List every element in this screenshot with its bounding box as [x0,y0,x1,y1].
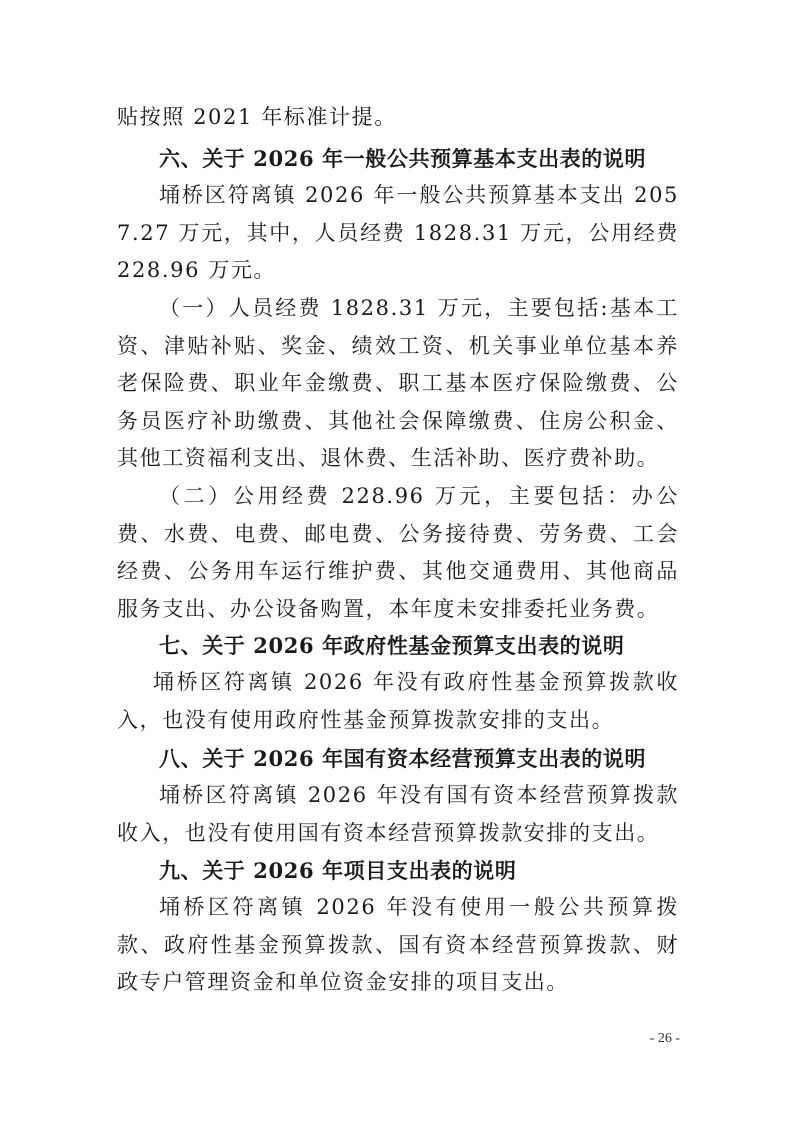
section-9-paragraph-1: 埇桥区符离镇 2026 年没有使用一般公共预算拨款、政府性基金预算拨款、国有资本经营预算拨款、财政专户管理资金和单位资金安排的项目支出。 [117,895,679,994]
section-heading-9: 九、关于 2026 年项目支出表的说明 [159,858,517,883]
section-heading-8: 八、关于 2026 年国有资本经营预算支出表的说明 [159,746,647,771]
page-number: - 26 - [649,1031,680,1046]
section-heading-7: 七、关于 2026 年政府性基金预算支出表的说明 [159,633,625,658]
section-7-paragraph-1: 埇桥区符离镇 2026 年没有政府性基金预算拨款收入，也没有使用政府性基金预算拨款安排的支出。 [117,670,679,732]
section-8-paragraph-1: 埇桥区符离镇 2026 年没有国有资本经营预算拨款收入，也没有使用国有资本经营预算拨款安排的支出。 [117,783,679,845]
continuation-text: 贴按照 2021 年标准计提。 [117,105,397,129]
section-6-paragraph-1: 埇桥区符离镇 2026 年一般公共预算基本支出 2057.27 万元，其中，人员经费 1828.31 万元，公用经费 228.96 万元。 [117,183,679,282]
section-6-paragraph-3: （二）公用经费 228.96 万元，主要包括：办公费、水费、电费、邮电费、公务接待费、劳务费、工会经费、公务用车运行维护费、其他交通费用、其他商品服务支出、办公设备购置，本年度未安排委托业务费。 [117,484,679,621]
section-6-paragraph-2: （一）人员经费 1828.31 万元，主要包括:基本工资、津贴补贴、奖金、绩效工资、机关事业单位基本养老保险费、职业年金缴费、职工基本医疗保险缴费、公务员医疗补助缴费、其他社会保障缴费、住房公积金、其他工资福利支出、退休费、生活补助、医疗费补助。 [117,296,679,470]
section-heading-6: 六、关于 2026 年一般公共预算基本支出表的说明 [159,146,647,171]
